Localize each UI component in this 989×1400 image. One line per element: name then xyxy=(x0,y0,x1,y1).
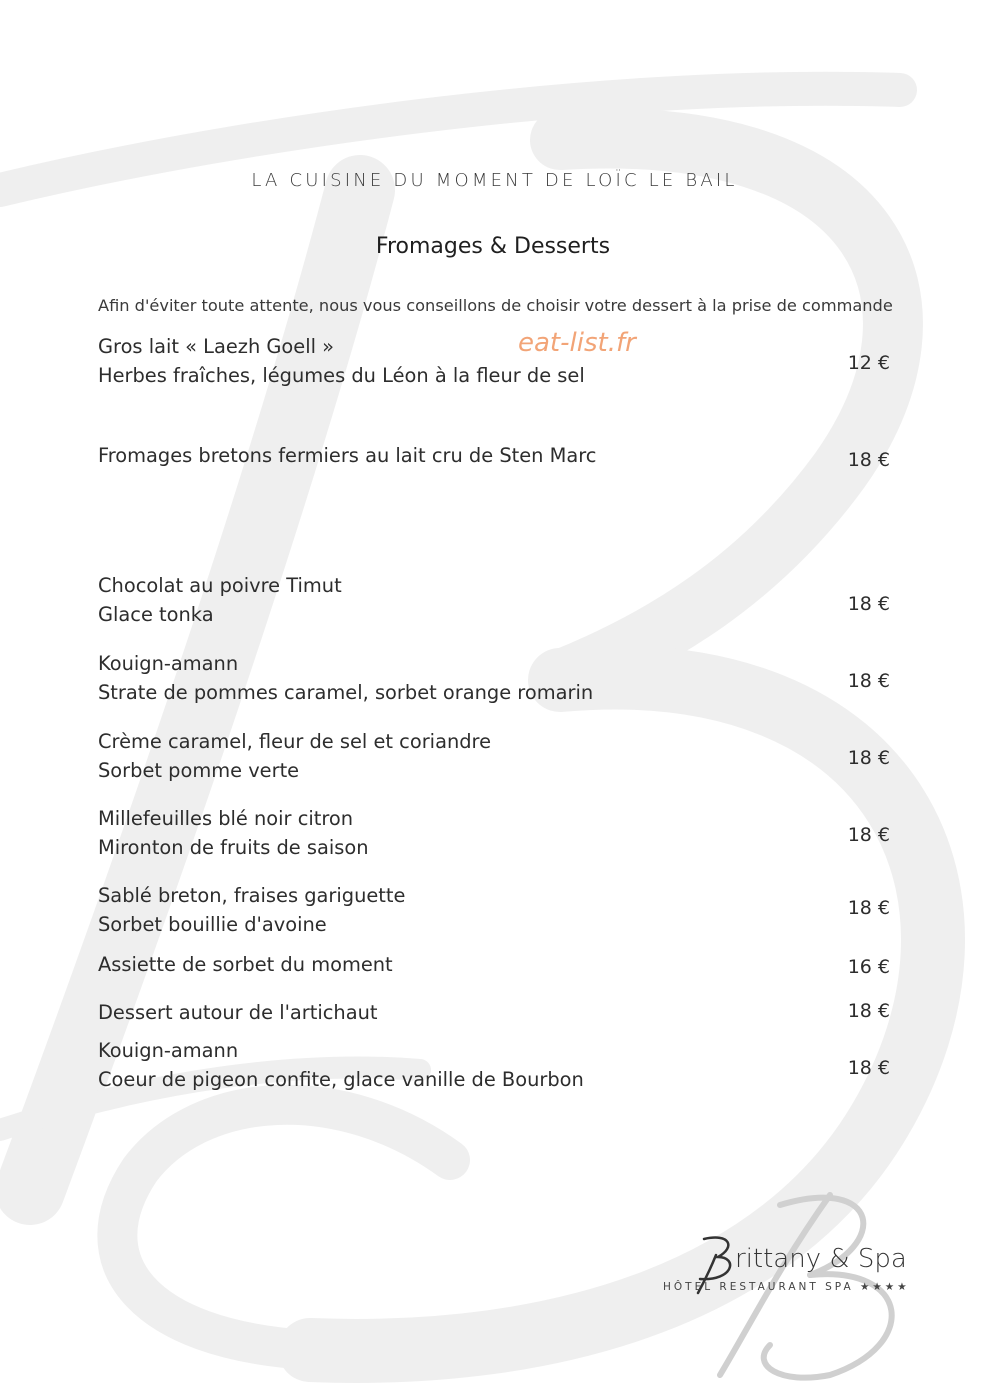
menu-item xyxy=(98,881,890,941)
item-description: Mironton de fruits de saison xyxy=(98,836,369,859)
svg-text:rittany & Spa: rittany & Spa xyxy=(735,1244,907,1274)
item-price: 18 € xyxy=(847,449,890,471)
menu-item xyxy=(98,441,890,501)
item-description: Sorbet bouillie d'avoine xyxy=(98,913,327,936)
item-name: Gros lait « Laezh Goell » xyxy=(98,335,335,358)
item-description: Glace tonka xyxy=(98,603,214,626)
item-description: Herbes fraîches, légumes du Léon à la fleur de sel xyxy=(98,364,585,387)
item-name: Chocolat au poivre Timut xyxy=(98,574,342,597)
site-watermark: eat-list.fr xyxy=(518,328,636,358)
item-name: Assiette de sorbet du moment xyxy=(98,953,393,976)
page-header: LA CUISINE DU MOMENT DE LOÏC LE BAIL xyxy=(251,170,738,191)
item-price: 12 € xyxy=(847,352,890,374)
item-name: Millefeuilles blé noir citron xyxy=(98,807,354,830)
item-name: Kouign-amann xyxy=(98,1039,239,1062)
item-description: Coeur de pigeon confite, glace vanille de Bourbon xyxy=(98,1068,584,1091)
item-price: 18 € xyxy=(847,747,890,769)
order-notice: Afin d'éviter toute attente, nous vous conseillons de choisir votre dessert à la prise de commande xyxy=(98,296,893,315)
menu-item xyxy=(98,1036,890,1096)
item-name: Fromages bretons fermiers au lait cru de Sten Marc xyxy=(98,444,597,467)
section-title: Fromages & Desserts xyxy=(375,234,611,259)
item-price: 18 € xyxy=(847,1000,890,1022)
menu-item xyxy=(98,804,890,864)
menu-item xyxy=(98,727,890,787)
item-name: Dessert autour de l'artichaut xyxy=(98,1001,378,1024)
hotel-logo xyxy=(660,1175,940,1385)
item-name: Kouign-amann xyxy=(98,652,239,675)
item-price: 18 € xyxy=(847,897,890,919)
menu-item xyxy=(98,649,890,709)
item-description: Strate de pommes caramel, sorbet orange romarin xyxy=(98,681,594,704)
item-price: 18 € xyxy=(847,824,890,846)
item-price: 18 € xyxy=(847,670,890,692)
item-price: 16 € xyxy=(847,956,890,978)
item-name: Crème caramel, fleur de sel et coriandre xyxy=(98,730,492,753)
item-price: 18 € xyxy=(847,1057,890,1079)
menu-item xyxy=(98,332,890,392)
item-name: Sablé breton, fraises gariguette xyxy=(98,884,406,907)
menu-item xyxy=(98,571,890,631)
svg-text:HÔTEL RESTAURANT SPA ★★★★: HÔTEL RESTAURANT SPA ★★★★ xyxy=(663,1281,910,1293)
item-price: 18 € xyxy=(847,593,890,615)
item-description: Sorbet pomme verte xyxy=(98,759,300,782)
